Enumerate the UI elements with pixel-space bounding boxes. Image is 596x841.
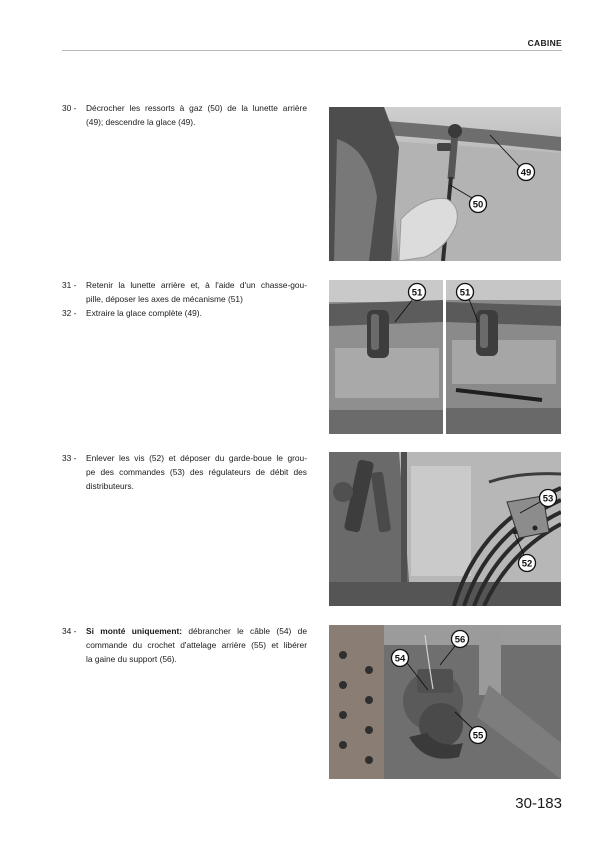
page-number: 30-183 [515,795,562,812]
vertical-rod [479,625,501,695]
strut-bracket [437,143,451,151]
step-line: pe des commandes (53) des régulateurs de débit des [86,466,307,477]
section-title: CABINE [527,38,562,48]
cab-glass [411,466,471,576]
callout-label: 51 [459,287,471,299]
step-text [86,307,307,321]
step-32 [62,307,307,321]
callout-label: 49 [520,167,532,179]
step-30 [62,102,307,130]
screw [533,526,538,531]
step-text [86,452,307,493]
strut-ball-joint [448,124,462,138]
callout-label: 53 [542,493,554,505]
panel-separator [443,280,446,434]
photo-gas-strut [329,107,561,261]
callout-50 [470,196,487,213]
step-line: Décrocher les ressorts à gaz (50) de la lunette arrière [86,103,307,113]
perforated-bar [329,625,384,779]
step-text [86,625,307,666]
step-line: pille, déposer les axes de mécanisme (51) [86,293,243,304]
callout-label: 50 [472,199,484,211]
step-34 [62,625,307,666]
header-rule [62,50,562,51]
callout-56 [452,631,469,648]
step-line: la gaine du support (56). [86,653,177,664]
callout-55 [470,727,487,744]
callout-54 [392,650,409,667]
step-line: Enlever les vis (52) et déposer du garde-boue le grou- [86,453,307,463]
callout-label: 51 [411,287,423,299]
step-line [86,625,307,639]
step-number: 33 - [62,453,77,463]
callout-label: 54 [394,653,406,665]
callout-51-right [457,284,474,301]
step-line: commande du crochet d'attelage arrière (55) et libérer [86,639,307,650]
step-number: 34 - [62,626,77,636]
step-31 [62,279,307,307]
callout-label: 55 [472,730,484,742]
callout-51-left [409,284,426,301]
photo-hitch-cable [329,625,561,779]
step-33 [62,452,307,493]
step-line: Retenir la lunette arrière et, à l'aide d'un chasse-gou- [86,280,307,290]
callout-49 [518,164,535,181]
step-line: (49); descendre la glace (49). [86,116,196,127]
photo-panel-right [446,280,561,434]
callout-label: 52 [521,558,533,570]
callout-53 [540,490,557,507]
step-text [86,102,307,130]
step-line-rest: débrancher le câble (54) de [182,626,307,636]
step-line: distributeurs. [86,480,134,491]
strut-cylinder [451,133,455,179]
photo-control-group [329,452,561,606]
photo-hinge-pins [329,280,561,434]
step-text [86,279,307,307]
callout-label: 56 [454,634,466,646]
step-number: 32 - [62,308,77,318]
glass-panel [452,340,556,384]
lower-frame [329,582,561,606]
photo-panel-left [329,280,443,434]
step-line: Extraire la glace complète (49). [86,308,202,318]
callout-52 [519,555,536,572]
step-lead-bold: Si monté uniquement: [86,626,183,636]
cable-support [417,669,453,693]
step-number: 31 - [62,280,77,290]
step-number: 30 - [62,103,77,113]
window-frame [446,302,561,326]
screw [513,530,518,535]
